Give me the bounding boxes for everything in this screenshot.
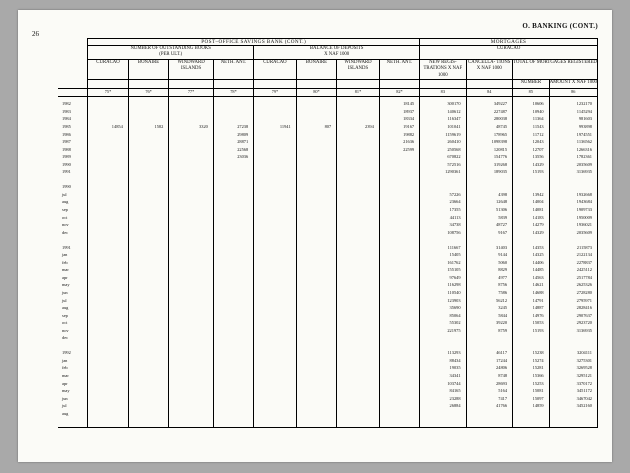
- table-cell: 85064: [449, 312, 461, 318]
- table-cell: 3320: [199, 123, 208, 129]
- group-1-sub: (PER ULT.): [159, 52, 183, 58]
- table-cell: 15405: [449, 252, 461, 258]
- column-values-81: [337, 97, 379, 417]
- table-cell: 14183: [532, 214, 544, 220]
- blank-sub-8: [379, 80, 419, 89]
- table-subcolumn-row: [58, 80, 598, 89]
- col-code-80: 80*: [296, 89, 337, 97]
- table-cell: 8756: [498, 282, 508, 288]
- table-cell: 349227: [493, 101, 508, 107]
- table-cell: 12648: [496, 199, 508, 205]
- table-cell: 15238: [532, 350, 544, 356]
- table-cell: 2517784: [576, 274, 592, 280]
- table-cell: 3136935: [576, 327, 592, 333]
- table-cell: 13556: [532, 154, 544, 160]
- column-values-80: [297, 97, 337, 417]
- table-cell: 12707: [532, 146, 544, 152]
- table-cell: 55302: [449, 320, 461, 326]
- table-cell: 46117: [496, 350, 508, 356]
- row-label: sep: [62, 312, 68, 318]
- table-cell: 27238: [237, 123, 249, 129]
- row-label: 1989: [62, 154, 71, 160]
- table-cell: 2923720: [576, 320, 592, 326]
- row-label: 1988: [62, 146, 71, 152]
- table-cell: 10606: [532, 101, 544, 107]
- col-code-79: 79*: [254, 89, 297, 97]
- table-cell: 14688: [532, 290, 544, 296]
- table-cell: 3451172: [576, 388, 592, 394]
- table-cell: 5164: [498, 388, 508, 394]
- col-head-windward-books: WINDWARD ISLANDS: [169, 59, 214, 79]
- blank-sub-5: [254, 80, 297, 89]
- data-column-84: [466, 97, 513, 428]
- table-cell: 44113: [449, 214, 461, 220]
- data-column-78: [213, 97, 253, 428]
- left-table-title: POST–OFFICE SAVINGS BANK (CONT.): [88, 39, 420, 46]
- corner-spacer-5: [58, 89, 88, 97]
- table-cell: 14859: [532, 403, 544, 409]
- group-2-label: BALANCE OF DEPOSITS: [309, 46, 364, 51]
- table-cell: 48727: [496, 222, 508, 228]
- data-column-75: [88, 97, 129, 428]
- col-code-81: 81*: [337, 89, 380, 97]
- row-label: feb: [62, 259, 68, 265]
- table-cell: 2394: [365, 123, 374, 129]
- data-column-85: [513, 97, 550, 428]
- table-cell: 56212: [496, 297, 508, 303]
- col-code-78: 78*: [213, 89, 253, 97]
- table-cell: 2115873: [576, 244, 592, 250]
- table-cell: 19882: [403, 131, 415, 137]
- row-label: 1982: [62, 101, 71, 107]
- row-label: 1985: [62, 123, 71, 129]
- table-cell: 26884: [449, 403, 461, 409]
- table-cell: 19035: [449, 365, 461, 371]
- table-cell: 3452160: [576, 403, 592, 409]
- table-cell: 1290361: [445, 169, 461, 175]
- row-label: jun: [62, 290, 68, 296]
- table-cell: 5060: [498, 259, 508, 265]
- data-column-76: [128, 97, 169, 428]
- col-head-number: NUMBER: [513, 80, 550, 89]
- col-head-total-mortgages: [513, 59, 598, 79]
- table-cell: 14406: [532, 259, 544, 265]
- table-cell: 3204111: [576, 350, 592, 356]
- table-cell: 14485: [532, 267, 544, 273]
- table-cell: 9167: [498, 229, 508, 235]
- table-cell: 1936021: [576, 222, 592, 228]
- table-cell: 23664: [449, 199, 461, 205]
- section-header: O. BANKING (CONT.): [522, 22, 598, 30]
- table-cell: 221975: [447, 327, 461, 333]
- table-cell: 260410: [447, 139, 461, 145]
- column-values-86: [550, 97, 597, 417]
- table-cell: 34738: [449, 222, 461, 228]
- table-cell: 15366: [532, 373, 544, 379]
- table-cell: 15053: [532, 320, 544, 326]
- row-label: aug: [62, 410, 69, 416]
- row-label: jul: [62, 297, 67, 303]
- blank-sub-4: [213, 80, 253, 89]
- group-1-title: [88, 46, 254, 60]
- table-cell: 2828416: [576, 305, 592, 311]
- table-cell: 110540: [447, 290, 461, 296]
- table-cell: 31403: [496, 244, 508, 250]
- table-cell: 2907637: [576, 312, 592, 318]
- table-cell: 3295121: [576, 373, 592, 379]
- corner-spacer-3: [58, 59, 88, 79]
- table-cell: 15281: [532, 365, 544, 371]
- table-cell: 178965: [493, 131, 508, 137]
- table-cell: 22568: [237, 146, 249, 152]
- table-cell: 51306: [496, 207, 508, 212]
- table-cell: 14329: [532, 161, 544, 167]
- table-cell: 14887: [532, 305, 544, 311]
- row-label-column: [58, 97, 88, 428]
- table-cell: 154776: [493, 154, 508, 160]
- col-head-new-registrations: NEW REGIS- TRATIONS X NAF 1000: [420, 59, 466, 79]
- table-cell: 2122134: [576, 252, 592, 258]
- table-subtitle-row: [58, 46, 598, 60]
- data-column-83: [420, 97, 466, 428]
- table-cell: 18145: [403, 101, 415, 107]
- table-cell: 1266316: [576, 146, 592, 152]
- col-head-curacao-deposits: CURACAO: [254, 59, 297, 79]
- table-cell: 15253: [532, 380, 544, 386]
- table-cell: 189035: [493, 169, 508, 175]
- table-cell: 227487: [493, 108, 508, 114]
- table-cell: 807: [324, 123, 332, 129]
- col-code-83: 83: [420, 89, 466, 97]
- column-values-79: [254, 97, 296, 417]
- data-column-77: [169, 97, 214, 428]
- table-cell: 23288: [449, 395, 461, 401]
- row-label: jan: [62, 252, 68, 258]
- column-values-77: [169, 97, 213, 417]
- row-label: nov: [62, 222, 69, 228]
- table-cell: 1582: [154, 123, 164, 129]
- table-cell: 2278837: [576, 259, 592, 265]
- table-cell: 11543: [532, 123, 544, 129]
- table-cell: 1098398: [491, 139, 508, 145]
- table-cell: 300170: [447, 101, 461, 107]
- table-cell: 116298: [447, 282, 461, 288]
- col-head-bonaire-books: BONAIRE: [128, 59, 169, 79]
- row-label: nov: [62, 327, 69, 333]
- col-code-76: 76*: [128, 89, 169, 97]
- row-label: may: [62, 388, 70, 394]
- table-cell: 123903: [447, 297, 461, 303]
- row-label: mar: [62, 267, 69, 273]
- row-label: jun: [62, 395, 68, 401]
- table-cell: 116347: [447, 116, 461, 122]
- table-cell: 111667: [447, 244, 461, 250]
- total-mortgages-label: TOTAL OF MORTGAGES REGISTERED: [513, 59, 597, 65]
- table-cell: 4398: [498, 191, 508, 197]
- blank-sub-10: [466, 80, 513, 89]
- table-cell: 108756: [447, 229, 461, 235]
- table-cell: 2625326: [576, 282, 592, 288]
- table-cell: 21636: [403, 139, 415, 145]
- table-cell: 15081: [532, 388, 544, 394]
- row-labels: [58, 97, 87, 417]
- table-cell: 2035609: [576, 229, 592, 235]
- table-body-row: [58, 97, 598, 428]
- column-values-82: [380, 97, 419, 417]
- table-cell: 1136562: [576, 139, 592, 145]
- table-cell: 14621: [532, 282, 544, 288]
- table-code-row: [58, 89, 598, 97]
- table-cell: 993898: [578, 123, 592, 129]
- table-cell: 14791: [532, 297, 544, 303]
- col-head-netant-deposits: NETH. ANT.: [379, 59, 419, 79]
- col-code-77: 77*: [169, 89, 214, 97]
- row-label: jan: [62, 357, 68, 363]
- row-label: 1992: [62, 350, 71, 356]
- group-2-title: [254, 46, 420, 60]
- group-2-sub: X NAF 1000: [324, 52, 350, 58]
- col-head-cancellations: CANCELLA- TIONS X NAF 1000: [466, 59, 513, 79]
- table-cell: 17355: [449, 207, 461, 212]
- table-cell: 39220: [496, 320, 508, 326]
- table-cell: 97649: [449, 274, 461, 280]
- table-cell: 14004: [532, 199, 544, 205]
- table-cell: 8759: [498, 327, 508, 333]
- table-cell: 18334: [403, 116, 415, 122]
- table-cell: 1974551: [576, 131, 592, 137]
- table-cell: 1932668: [576, 191, 592, 197]
- blank-sub-9: [420, 80, 466, 89]
- column-values-78: [214, 97, 253, 417]
- table-cell: 88434: [449, 357, 461, 363]
- data-column-79: [254, 97, 297, 428]
- table-cell: 41766: [496, 403, 508, 409]
- row-label: feb: [62, 365, 68, 371]
- row-label: oct: [62, 320, 68, 326]
- table-cell: 14563: [532, 274, 544, 280]
- row-label: 1987: [62, 139, 71, 145]
- table-cell: 3269528: [576, 365, 592, 371]
- row-label: jul: [62, 403, 67, 409]
- table-cell: 14976: [532, 312, 544, 318]
- column-values-84: [467, 97, 513, 417]
- table-title-row: [58, 39, 598, 46]
- row-label: sep: [62, 207, 68, 212]
- table-cell: 14353: [532, 244, 544, 250]
- table-cell: 140612: [447, 108, 461, 114]
- table-cell: 17244: [496, 357, 508, 363]
- table-cell: 670822: [447, 154, 461, 160]
- row-label: aug: [62, 305, 69, 311]
- table-cell: 11712: [532, 131, 544, 137]
- table-cell: 1943684: [576, 199, 592, 205]
- table-cell: 15193: [532, 327, 544, 333]
- right-table-title: MORTGAGES: [420, 39, 598, 46]
- blank-sub-2: [128, 80, 169, 89]
- data-column-80: [296, 97, 337, 428]
- row-label: 1991: [62, 244, 71, 250]
- table-cell: 84165: [449, 388, 461, 394]
- row-label: may: [62, 282, 70, 288]
- row-label: aug: [62, 199, 69, 205]
- table-cell: 5844: [498, 312, 508, 318]
- row-label: dec: [62, 229, 69, 235]
- table-cell: 3370172: [576, 380, 592, 386]
- table-cell: 2035609: [576, 161, 592, 167]
- table-cell: 14854: [111, 123, 123, 129]
- table-cell: 572516: [447, 161, 461, 167]
- table-cell: 29809: [237, 131, 249, 137]
- table-cell: 19167: [403, 123, 415, 129]
- table-cell: 3245: [498, 305, 508, 311]
- table-cell: 280038: [493, 116, 508, 122]
- row-label: 1990: [62, 161, 71, 167]
- table-cell: 9144: [498, 252, 508, 258]
- blank-sub-6: [296, 80, 337, 89]
- row-label: 1983: [62, 108, 71, 114]
- row-label: 1984: [62, 116, 71, 122]
- table-cell: 28871: [237, 139, 249, 145]
- table-cell: 8829: [498, 267, 508, 273]
- col-code-86: 86: [549, 89, 597, 97]
- table-cell: 11941: [279, 123, 291, 129]
- table-cell: 8748: [498, 373, 508, 379]
- table-cell: 13942: [532, 191, 544, 197]
- table-cell: 10940: [532, 108, 544, 114]
- table-cell: 155105: [447, 267, 461, 273]
- table-cell: 1232170: [576, 101, 592, 107]
- table-cell: 3275301: [576, 357, 592, 363]
- table-cell: 14081: [532, 207, 544, 212]
- column-values-83: [420, 97, 465, 417]
- table-cell: 1782361: [576, 154, 592, 160]
- table-cell: 319268: [493, 161, 508, 167]
- row-label: 1991: [62, 169, 71, 175]
- table-cell: 161762: [447, 259, 461, 265]
- col-code-84: 84: [466, 89, 513, 97]
- corner-spacer-2: [58, 46, 88, 60]
- blank-sub-7: [337, 80, 380, 89]
- document-page: [18, 10, 612, 462]
- table-cell: 28693: [496, 380, 508, 386]
- table-cell: 18937: [403, 108, 415, 114]
- row-label: mar: [62, 373, 69, 379]
- table-cell: 15274: [532, 357, 544, 363]
- table-cell: 250568: [447, 146, 461, 152]
- blank-sub-3: [169, 80, 214, 89]
- row-label: jul: [62, 191, 67, 197]
- right-subtitle: CURACAO: [420, 46, 598, 60]
- table-cell: 2795971: [576, 297, 592, 303]
- table-cell: 24806: [496, 365, 508, 371]
- table-cell: 11364: [532, 116, 544, 122]
- table-cell: 48745: [496, 123, 508, 129]
- table-cell: 5839: [498, 214, 508, 220]
- row-label: dec: [62, 335, 69, 341]
- column-values-76: [129, 97, 169, 417]
- table-cell: 15193: [532, 169, 544, 175]
- column-values-75: [88, 97, 128, 417]
- blank-sub-1: [88, 80, 129, 89]
- page-number: 26: [32, 30, 39, 38]
- row-label: apr: [62, 274, 68, 280]
- table-cell: 23036: [237, 154, 249, 160]
- table-cell: 15097: [532, 395, 544, 401]
- table-cell: 1145294: [576, 108, 592, 114]
- corner-spacer-4: [58, 80, 88, 89]
- data-column-86: [549, 97, 597, 428]
- table-cell: 2425112: [576, 267, 592, 273]
- corner-spacer: [58, 39, 88, 46]
- row-label: 1986: [62, 131, 71, 137]
- col-head-windward-deposits: WINDWARD ISLANDS: [337, 59, 380, 79]
- column-values-85: [513, 97, 549, 417]
- data-column-82: [379, 97, 419, 428]
- table-cell: 35690: [449, 305, 461, 311]
- table-cell: 4977: [498, 274, 508, 280]
- table-cell: 34341: [449, 373, 461, 379]
- data-column-81: [337, 97, 380, 428]
- col-code-82: 82*: [379, 89, 419, 97]
- col-head-amount: AMOUNT X NAF 1000: [549, 80, 597, 89]
- row-label: apr: [62, 380, 68, 386]
- table-cell: 113293: [447, 350, 461, 356]
- col-head-bonaire-deposits: BONAIRE: [296, 59, 337, 79]
- col-code-75: 75*: [88, 89, 129, 97]
- table-cell: 981603: [578, 116, 592, 122]
- row-label: oct: [62, 214, 68, 220]
- table-cell: 22599: [403, 146, 415, 152]
- table-cell: 7417: [498, 395, 508, 401]
- col-head-curacao-books: CURACAO: [88, 59, 129, 79]
- table-cell: 7586: [498, 290, 508, 296]
- table-cell: 14329: [532, 229, 544, 235]
- table-cell: 3136935: [576, 169, 592, 175]
- table-cell: 101041: [447, 123, 461, 129]
- row-label: 1990: [62, 184, 71, 190]
- col-head-netant-books: NETH. ANT.: [213, 59, 253, 79]
- table-cell: 2728280: [576, 290, 592, 296]
- table-cell: 57226: [449, 191, 461, 197]
- table-cell: 1950009: [576, 214, 592, 220]
- table-cell: 14325: [532, 252, 544, 258]
- table-cell: 103744: [447, 380, 461, 386]
- col-code-85: 85: [513, 89, 550, 97]
- table-column-head-row: [58, 59, 598, 79]
- statistics-table: [58, 38, 598, 428]
- group-1-label: NUMBER OF OUTSTANDING BOOKS: [130, 46, 211, 51]
- table-cell: 120815: [493, 146, 508, 152]
- table-cell: 3467042: [576, 395, 592, 401]
- table-cell: 14279: [532, 222, 544, 228]
- table-cell: 1159619: [445, 131, 461, 137]
- table-cell: 12043: [532, 139, 544, 145]
- table-cell: 1909733: [576, 207, 592, 212]
